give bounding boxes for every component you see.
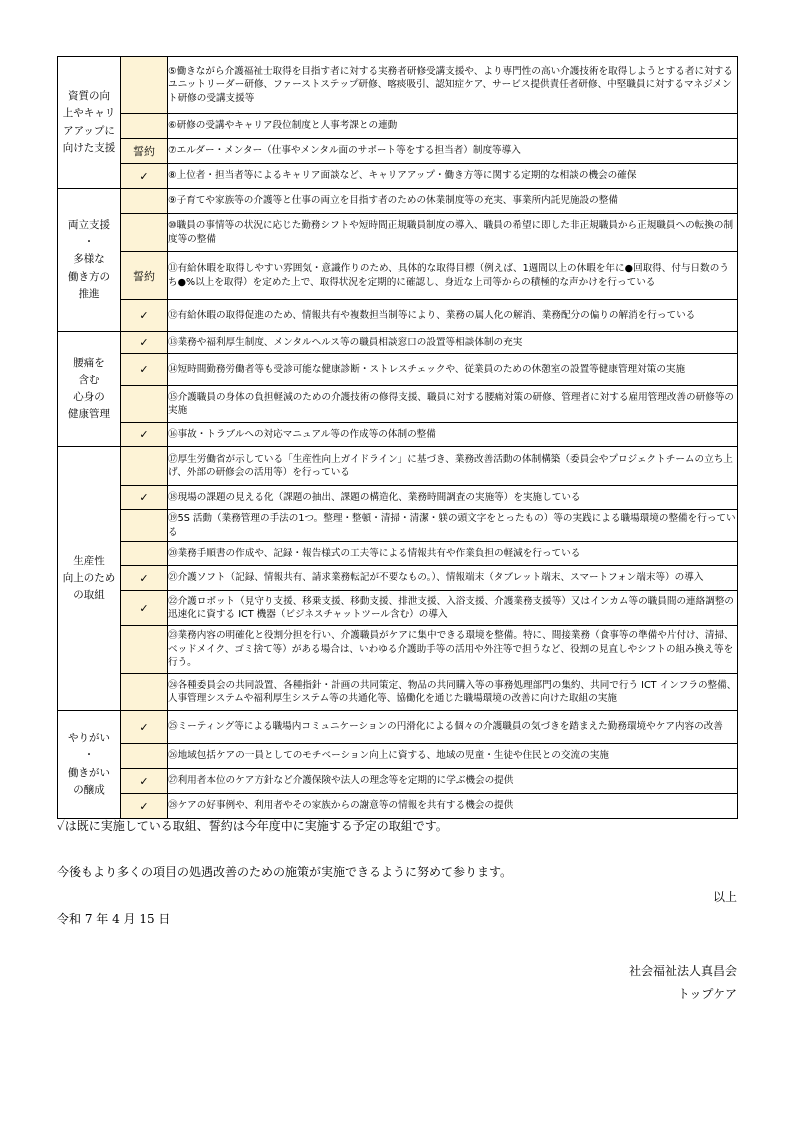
status-mark: ✓ bbox=[121, 423, 168, 447]
table-row bbox=[58, 300, 738, 332]
table-row bbox=[58, 332, 738, 354]
item-text: ⑤働きながら介護福祉士取得を目指す者に対する実務者研修受講支援や、より専門性の高い介護技術を取得しようとする者に対するユニットリーダー研修、ファーストステップ研修、喀痰吸引、認知症ケア、サービス提供責任者研修、中堅職員に対するマネジメント研修の受講支援等 bbox=[168, 57, 738, 114]
status-mark: ✓ bbox=[121, 164, 168, 189]
item-text: ⑯事故・トラブルへの対応マニュアル等の作成等の体制の整備 bbox=[168, 423, 738, 447]
status-mark bbox=[121, 114, 168, 139]
table-row bbox=[58, 486, 738, 510]
status-mark bbox=[121, 510, 168, 542]
status-mark bbox=[121, 674, 168, 711]
status-mark: ✓ bbox=[121, 794, 168, 819]
item-text: ㉗利用者本位のケア方針など介護保険や法人の理念等を定期的に学ぶ機会の提供 bbox=[168, 769, 738, 794]
item-text: ⑲5S 活動（業務管理の手法の1つ。整理・整頓・清掃・清潔・躾の頭文字をとったもの）等の実践による職場環境の整備を行っている bbox=[168, 510, 738, 542]
facility-name: トップケア bbox=[677, 987, 737, 1001]
table-row bbox=[58, 542, 738, 566]
table-row bbox=[58, 139, 738, 164]
status-mark: 誓約 bbox=[121, 139, 168, 164]
status-mark: ✓ bbox=[121, 486, 168, 510]
item-text: ⑩職員の事情等の状況に応じた勤務シフトや短時間正規職員制度の導入、職員の希望に即した非正規職員から正規職員への転換の制度等の整備 bbox=[168, 214, 738, 252]
category-job-satisfaction: やりがい ・ 働きがい の醸成 bbox=[58, 711, 121, 819]
category-work-life-balance: 両立支援 ・ 多様な 働き方の 推進 bbox=[58, 189, 121, 332]
status-mark: ✓ bbox=[121, 332, 168, 354]
status-mark bbox=[121, 542, 168, 566]
document-date: 令和 7 年 4 月 15 日 bbox=[57, 912, 171, 926]
status-mark bbox=[121, 386, 168, 423]
status-mark: 誓約 bbox=[121, 252, 168, 300]
table-row bbox=[58, 744, 738, 769]
table-row bbox=[58, 164, 738, 189]
item-text: ⑮介護職員の身体の負担軽減のための介護技術の修得支援、職員に対する腰痛対策の研修、管理者に対する雇用管理改善の研修等の実施 bbox=[168, 386, 738, 423]
table-row bbox=[58, 566, 738, 591]
item-text: ⑬業務や福利厚生制度、メンタルヘルス等の職員相談窓口の設置等相談体制の充実 bbox=[168, 332, 738, 354]
document-page bbox=[57, 56, 737, 819]
item-text: ⑨子育てや家族等の介護等と仕事の両立を目指す者のための休業制度等の充実、事業所内託児施設の整備 bbox=[168, 189, 738, 214]
item-text: ㉘ケアの好事例や、利用者やその家族からの謝意等の情報を共有する機会の提供 bbox=[168, 794, 738, 819]
item-text: ㉕ミーティング等による職場内コミュニケーションの円滑化による個々の介護職員の気づきを踏まえた勤務環境やケア内容の改善 bbox=[168, 711, 738, 744]
status-mark: ✓ bbox=[121, 769, 168, 794]
category-career-support: 資質の向 上やキャリ アアップに 向けた支援 bbox=[58, 57, 121, 189]
item-text: ⑧上位者・担当者等によるキャリア面談など、キャリアアップ・働き方等に関する定期的な相談の機会の確保 bbox=[168, 164, 738, 189]
table-row bbox=[58, 354, 738, 386]
table-row bbox=[58, 423, 738, 447]
item-text: ⑥研修の受講やキャリア段位制度と人事考課との連動 bbox=[168, 114, 738, 139]
status-mark bbox=[121, 57, 168, 114]
item-text: ⑰厚生労働省が示している「生産性向上ガイドライン」に基づき、業務改善活動の体制構築（委員会やプロジェクトチームの立ち上げ、外部の研修会の活用等）を行っている bbox=[168, 447, 738, 486]
category-productivity: 生産性 向上のため の取組 bbox=[58, 447, 121, 711]
status-mark bbox=[121, 626, 168, 674]
item-text: ㉖地域包括ケアの一員としてのモチベーション向上に資する、地域の児童・生徒や住民との交流の実施 bbox=[168, 744, 738, 769]
table-row bbox=[58, 794, 738, 819]
status-mark bbox=[121, 189, 168, 214]
item-text: ㉒介護ロボット（見守り支援、移乗支援、移動支援、排泄支援、入浴支援、介護業務支援等）又はインカム等の職員間の連絡調整の迅速化に資する ICT 機器（ビジネスチャットツール含む）の導入 bbox=[168, 591, 738, 626]
status-mark bbox=[121, 214, 168, 252]
status-mark: ✓ bbox=[121, 591, 168, 626]
category-health-management: 腰痛を 含む 心身の 健康管理 bbox=[58, 332, 121, 447]
table-row bbox=[58, 386, 738, 423]
item-text: ⑫有給休暇の取得促進のため、情報共有や複数担当制等により、業務の属人化の解消、業務配分の偏りの解消を行っている bbox=[168, 300, 738, 332]
item-text: ⑱現場の課題の見える化（課題の抽出、課題の構造化、業務時間調査の実施等）を実施している bbox=[168, 486, 738, 510]
table-row bbox=[58, 510, 738, 542]
status-mark: ✓ bbox=[121, 300, 168, 332]
footnote: ✓は既に実施している取組、誓約は今年度中に実施する予定の取組です。 bbox=[57, 819, 448, 833]
table-row bbox=[58, 189, 738, 214]
table-row bbox=[58, 769, 738, 794]
item-text: ㉑介護ソフト（記録、情報共有、請求業務転記が不要なもの。）、情報端末（タブレット端末、スマートフォン端末等）の導入 bbox=[168, 566, 738, 591]
table-row bbox=[58, 114, 738, 139]
table-row bbox=[58, 252, 738, 300]
status-mark: ✓ bbox=[121, 354, 168, 386]
item-text: ⑳業務手順書の作成や、記録・報告様式の工夫等による情報共有や作業負担の軽減を行っている bbox=[168, 542, 738, 566]
table-row bbox=[58, 674, 738, 711]
table-row bbox=[58, 711, 738, 744]
status-mark: ✓ bbox=[121, 566, 168, 591]
item-text: ⑪有給休暇を取得しやすい雰囲気・意識作りのため、具体的な取得目標（例えば、1週間以上の休暇を年に●回取得、付与日数のうち●%以上を取得）を定めた上で、取得状況を定期的に確認し、身近な上司等からの積極的な声かけを行っている bbox=[168, 252, 738, 300]
closing-statement: 今後もより多くの項目の処遇改善のための施策が実施できるように努めて参ります。 bbox=[57, 865, 513, 879]
item-text: ⑭短時間勤務労働者等も受診可能な健康診断・ストレスチェックや、従業員のための休憩室の設置等健康管理対策の実施 bbox=[168, 354, 738, 386]
table-row bbox=[58, 57, 738, 114]
item-text: ⑦エルダー・メンター（仕事やメンタル面のサポート等をする担当者）制度等導入 bbox=[168, 139, 738, 164]
status-mark bbox=[121, 744, 168, 769]
status-mark bbox=[121, 447, 168, 486]
initiatives-table bbox=[57, 56, 738, 819]
table-row bbox=[58, 447, 738, 486]
item-text: ㉓業務内容の明確化と役割分担を行い、介護職員がケアに集中できる環境を整備。特に、間接業務（食事等の準備や片付け、清掃、ベッドメイク、ゴミ捨て等）がある場合は、いわゆる介護助手等の活用や外注等で担うなど、役割の見直しやシフトの組み換え等を行う。 bbox=[168, 626, 738, 674]
table-row bbox=[58, 591, 738, 626]
item-text: ㉔各種委員会の共同設置、各種指針・計画の共同策定、物品の共同購入等の事務処理部門の集約、共同で行う ICT インフラの整備、人事管理システムや福利厚生システム等の共通化等、協働化を通じた職場環境の改善に向けた取組の実施 bbox=[168, 674, 738, 711]
table-row bbox=[58, 214, 738, 252]
ijo-text: 以上 bbox=[712, 890, 737, 904]
organization-name: 社会福祉法人真昌会 bbox=[628, 964, 737, 978]
status-mark: ✓ bbox=[121, 711, 168, 744]
table-row bbox=[58, 626, 738, 674]
